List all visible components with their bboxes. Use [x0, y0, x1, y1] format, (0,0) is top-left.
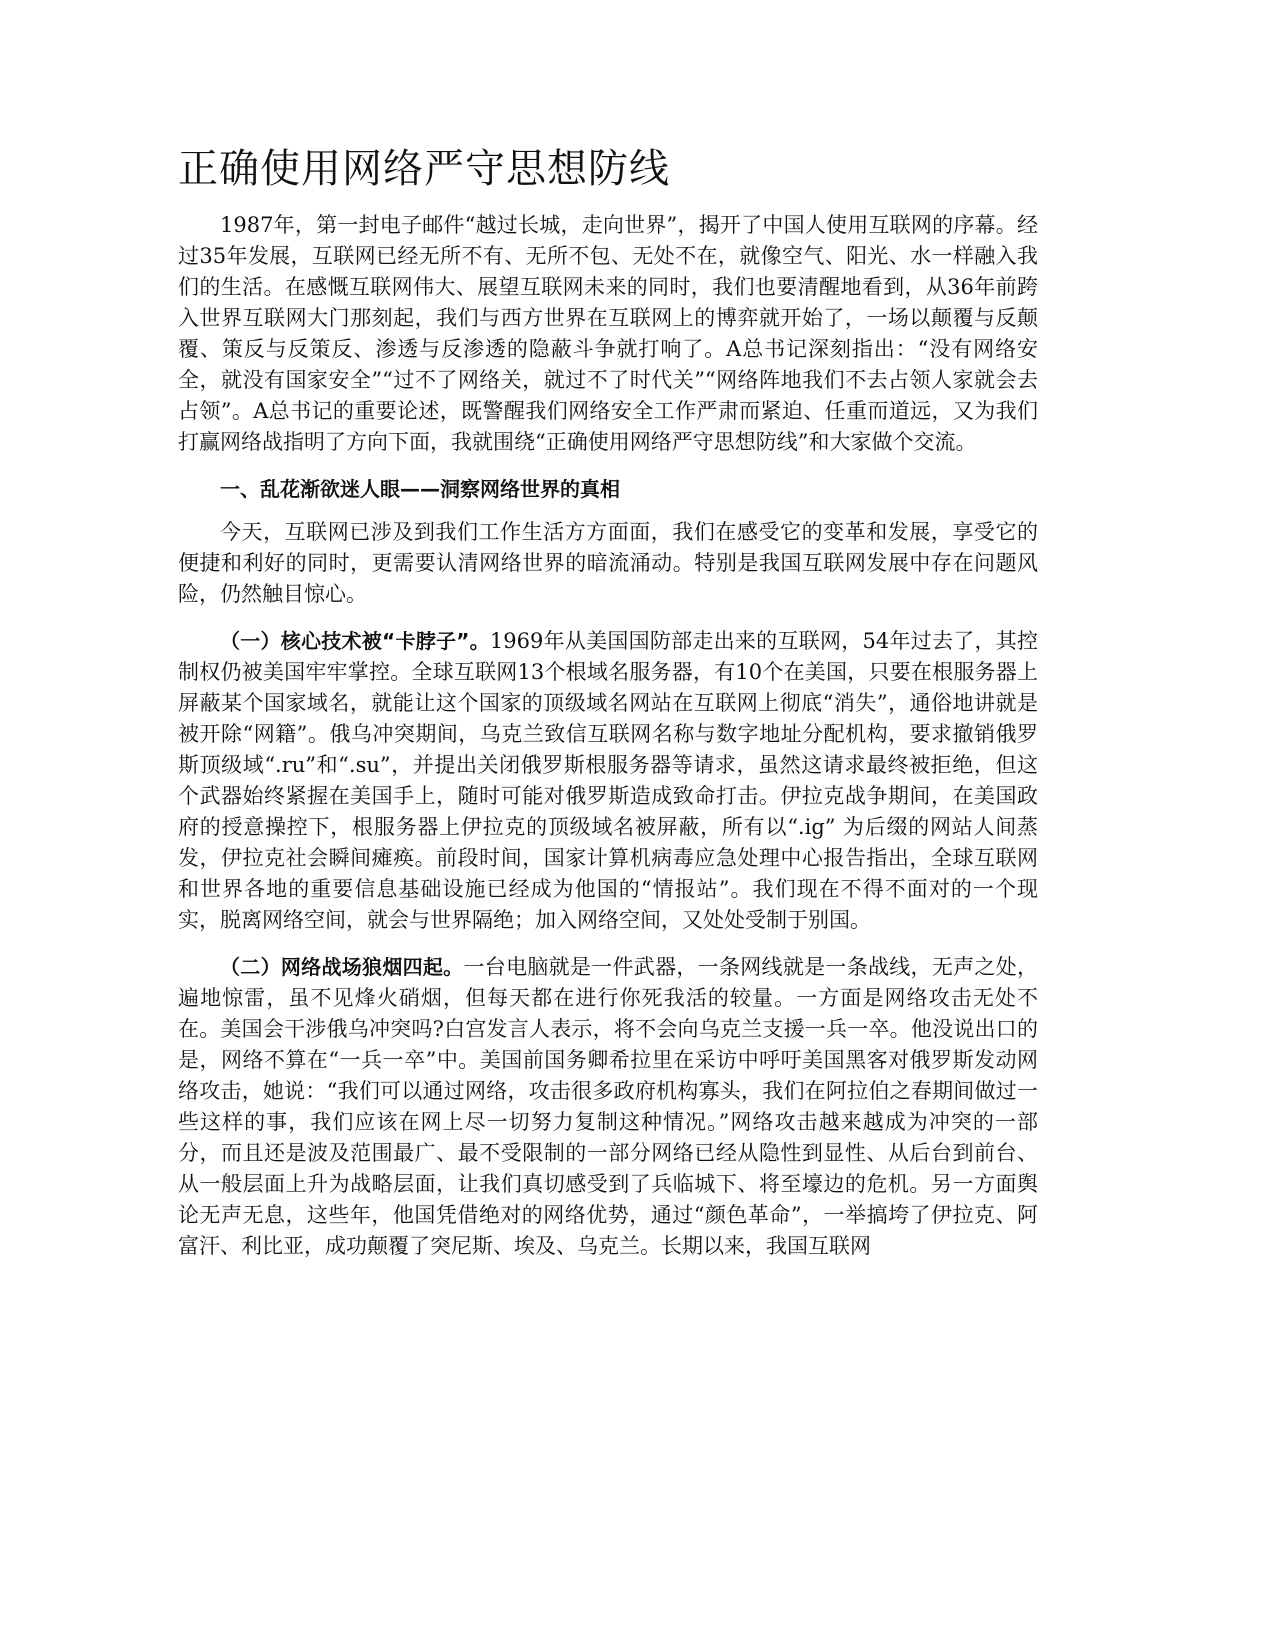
point-body-2: 一台电脑就是一件武器，一条网线就是一条战线，无声之处，遍地惊雷，虽不见烽火硝烟，但每天都在进行你死我活的较量。一方面是网络攻击无处不在。美国会干涉俄乌冲突吗?白宫发言人表示，将不会向乌克兰支援一兵一卒。他没说出口的是，网络不算在“一兵一卒”中。美国前国务卿希拉里在采访中呼吁美国黑客对俄罗斯发动网络攻击，她说：“我们可以通过网络，攻击很多政府机构寡头，我们在阿拉伯之春期间做过一些这样的事，我们应该在网上尽一切努力复制这种情况。”网络攻击越来越成为冲突的一部分，而且还是波及范围最广、最不受限制的一部分网络已经从隐性到显性、从后台到前台、从一般层面上升为战略层面，让我们真切感受到了兵临城下、将至壕边的危机。另一方面舆论无声无息，这些年，他国凭借绝对的网络优势，通过“颜色革命”，一举搞垮了伊拉克、阿富汗、利比亚，成功颠覆了突尼斯、埃及、乌克兰。长期以来，我国互联网 — [178, 955, 1039, 1258]
document-body — [178, 140, 1038, 1278]
page-title: 正确使用网络严守思想防线 — [178, 146, 670, 192]
section-heading: 一、乱花渐欲迷人眼——洞察网络世界的真相 — [220, 477, 620, 501]
point-paragraph-2 — [178, 952, 1038, 1262]
point-lead-1: （一）核心技术被“卡脖子”。 — [220, 629, 490, 653]
point-paragraph-1 — [178, 626, 1038, 936]
point-lead-2: （二）网络战场狼烟四起。 — [220, 955, 464, 979]
point-body-1: 1969年从美国国防部走出来的互联网，54年过去了，其控制权仍被美国牢牢掌控。全球互联网13个根域名服务器，有10个在美国，只要在根服务器上屏蔽某个国家域名，就能让这个国家的顶级域名网站在互联网上彻底“消失”，通俗地讲就是被开除“网籍”。俄乌冲突期间，乌克兰致信互联网名称与数字地址分配机构，要求撤销俄罗斯顶级域“.ru”和“.su”，并提出关闭俄罗斯根服务器等请求，虽然这请求最终被拒绝，但这个武器始终紧握在美国手上，随时可能对俄罗斯造成致命打击。伊拉克战争期间，在美国政府的授意操控下，根服务器上伊拉克的顶级域名被屏蔽，所有以“.ig” 为后缀的网站人间蒸发，伊拉克社会瞬间瘫痪。前段时间，国家计算机病毒应急处理中心报告指出，全球互联网和世界各地的重要信息基础设施已经成为他国的“情报站”。我们现在不得不面对的一个现实，脱离网络空间，就会与世界隔绝；加入网络空间，又处处受制于别国。 — [178, 629, 1038, 932]
section-intro-paragraph: 今天，互联网已涉及到我们工作生活方方面面，我们在感受它的变革和发展，享受它的便捷和利好的同时，更需要认清网络世界的暗流涌动。特别是我国互联网发展中存在问题风险，仍然触目惊心。 — [178, 520, 1038, 606]
intro-paragraph: 1987年，第一封电子邮件“越过长城，走向世界”，揭开了中国人使用互联网的序幕。经过35年发展，互联网已经无所不有、无所不包、无处不在，就像空气、阳光、水一样融入我们的生活。在感慨互联网伟大、展望互联网未来的同时，我们也要清醒地看到，从36年前跨入世界互联网大门那刻起，我们与西方世界在互联网上的博弈就开始了，一场以颠覆与反颠覆、策反与反策反、渗透与反渗透的隐蔽斗争就打响了。A总书记深刻指出：“没有网络安全，就没有国家安全”“过不了网络关，就过不了时代关”“网络阵地我们不去占领人家就会去占领”。A总书记的重要论述，既警醒我们网络安全工作严肃而紧迫、任重而道远，又为我们打赢网络战指明了方向下面，我就围绕“正确使用网络严守思想防线”和大家做个交流。 — [178, 213, 1038, 454]
